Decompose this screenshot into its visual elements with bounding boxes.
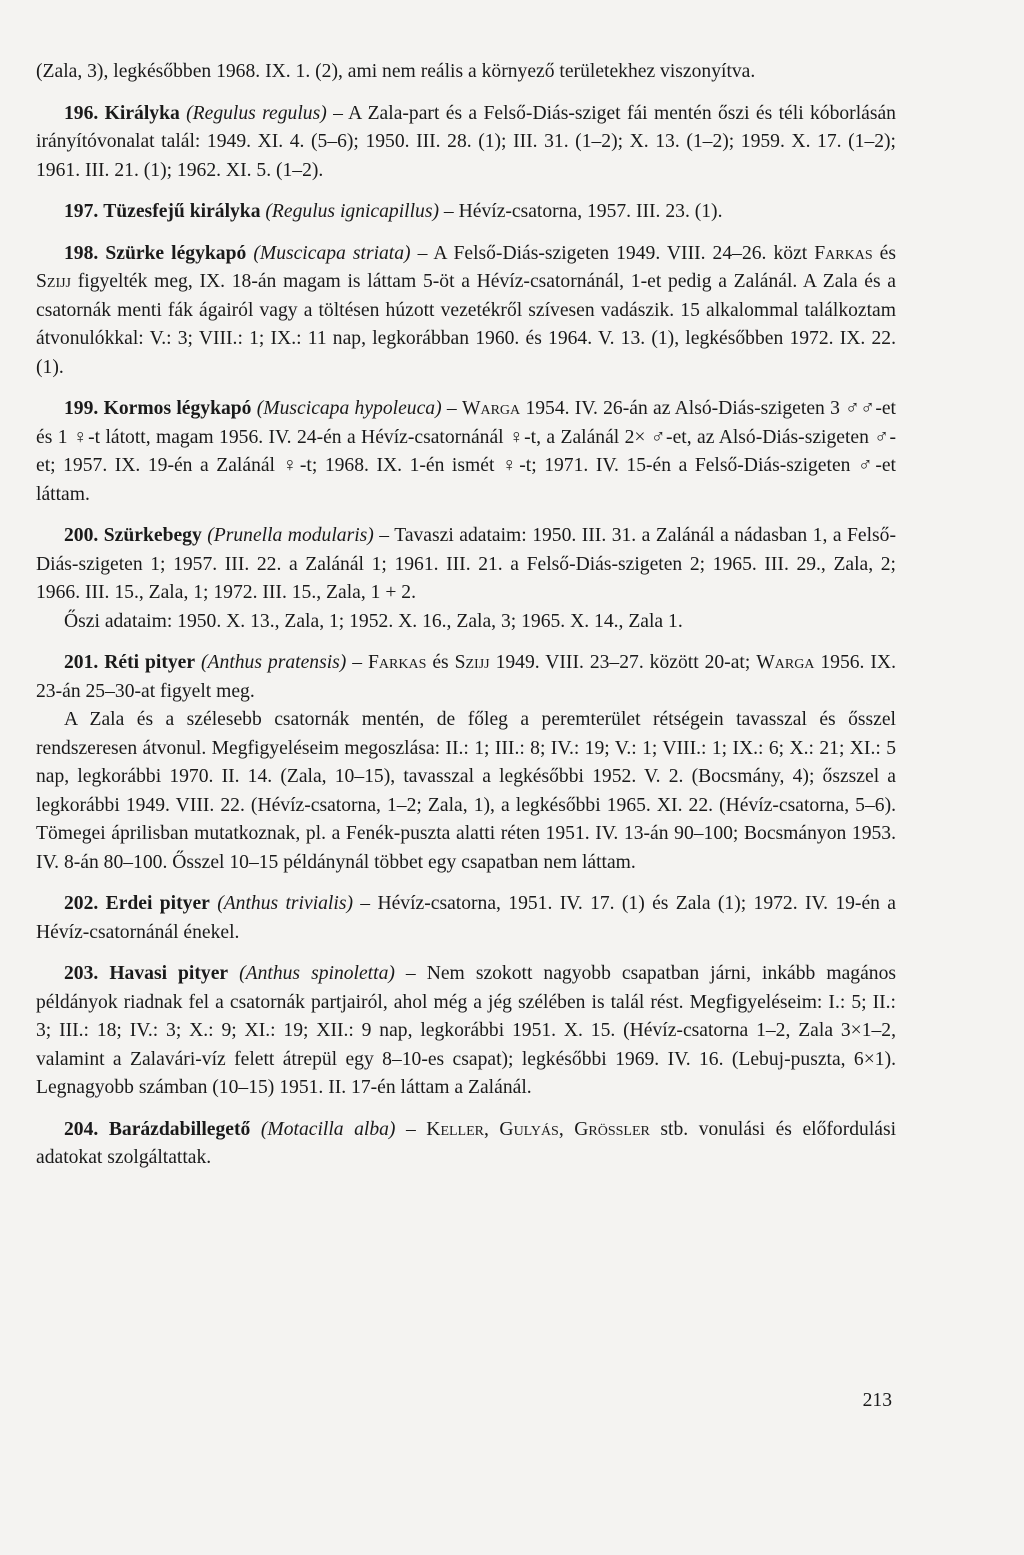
latin-name: (Anthus pratensis) — [201, 652, 347, 673]
latin-name: (Muscicapa striata) — [253, 242, 411, 264]
entry-text: stb. vonulási és előfordulási adatokat szolgáltattak. — [36, 1118, 897, 1168]
species-entry-203 — [36, 960, 896, 1103]
entry-text: – Nem szokott nagyobb csapatban járni, inkább magános példányok riadnak fel a csatornák partjairól, ahol még a jég szélében is talál rést. Megfigyeléseim: I.: 5; II.: 3; III.: 18; IV.: 3; X.: 9; XI.: 19; XII.: 9 nap, legkorábbi 1951. X. 15. (Hévíz-csatorna 1–2, Zala 3×1–2, valamint a Zalavári-víz felett átrepül egy 8–10-es csapat); legkésőbbi 1969. IV. 16. (Lebuj-puszta, 6×1). Legnagyobb számban (10–15) 1951. II. 17-én láttam a Zalánál. — [36, 963, 896, 1098]
species-entry-200 — [36, 522, 896, 608]
species-name: Kormos légykapó — [103, 398, 252, 419]
entry-number: 203. — [64, 963, 99, 984]
latin-name: (Muscicapa hypoleuca) — [256, 398, 442, 419]
species-name: Szürke légykapó — [105, 242, 247, 264]
author-name: Gulyás — [499, 1118, 559, 1140]
entry-text: 1956. IX. 23-án 25–30-at figyelt meg. — [36, 652, 896, 702]
entry-text: figyelték meg, IX. 18-án magam is láttam 5-öt a Hévíz-csatornánál, 1-et pedig a Zalánál. A Zala és a csatornák menti fák ágairól vagy a töltésen húzott vezetékről szívesen vadászik. 15 alkalommal találkoztam átvonulókkal: V.: 3; VIII.: 1; IX.: 11 nap, legkorábban 1960. és 1964. V. 13. (1), legkésőbben 1972. IX. 22. (1). — [36, 271, 896, 378]
species-name: Réti pityer — [104, 652, 196, 673]
author-name: Grössler — [574, 1118, 650, 1140]
species-name: Erdei pityer — [105, 893, 210, 914]
author-name: Keller — [426, 1118, 484, 1140]
entry-number: 204. — [64, 1118, 99, 1140]
author-name: Szijj — [36, 271, 72, 292]
entry-text: és — [872, 242, 896, 264]
author-name: Warga — [461, 398, 521, 419]
species-entry-202 — [36, 890, 896, 947]
entry-text: – A Felső-Diás-szigeten 1949. VIII. 24–26. közt — [410, 242, 815, 264]
entry-number: 200. — [64, 525, 99, 546]
entry-continuation: A Zala és a szélesebb csatornák mentén, de főleg a peremterület rétségein tavasszal és ősszel rendszeresen átvonul. Megfigyeléseim megoszlása: II.: 1; III.: 8; IV.: 19; V.: 1; VIII.: 1; IX.: 6; X.: 21; XI.: 5 nap, legkorábbi 1970. II. 14. (Zala, 10–15), tavasszal a legkésőbbi 1952. V. 2. (Bocsmány, 4); őszszel a legkorábbi 1949. VIII. 22. (Hévíz-csatorna, 1–2; Zala, 1), a legkésőbbi 1965. XI. 22. (Hévíz-csatorna, 5–6). Tömegei áprilisban mutatkoznak, pl. a Fenék-puszta alatti réten 1951. IV. 13-án 90–100; Bocsmányon 1953. IV. 8-án 80–100. Ősszel 10–15 példánynál többet egy csapatban nem láttam. — [36, 709, 896, 873]
page-number: 213 — [862, 1390, 892, 1411]
species-entry-196 — [36, 100, 896, 186]
opening-paragraph: (Zala, 3), legkésőbben 1968. IX. 1. (2), ami nem reális a környező területekhez viszonyítva. — [36, 61, 756, 82]
entry-text: – — [346, 652, 369, 673]
species-name: Tüzesfejű királyka — [103, 201, 261, 222]
entry-text: – Hévíz-csatorna, 1951. IV. 17. (1) és Zala (1); 1972. IV. 19-én a Hévíz-csatornánál énekel. — [36, 893, 896, 943]
author-name: Farkas — [368, 652, 427, 673]
entry-text: 1954. IV. 26-án az Alsó-Diás-szigeten 3 ♂♂-et és 1 ♀-t látott, magam 1956. IV. 24-én a Hévíz-csatornánál ♀-t, a Zalánál 2× ♂-et, az Alsó-Diás-szigeten ♂-et; 1957. IX. 19-én a Zalánál ♀-t; 1968. IX. 1-én ismét ♀-t; 1971. IV. 15-én a Felső-Diás-szigeten ♂-et láttam. — [36, 398, 897, 505]
entry-text: – Tavaszi adataim: 1950. III. 31. a Zalánál a nádasban 1, a Felső-Diás-szigeten 1; 1957. III. 22. a Zalánál 1; 1961. III. 21. a Felső-Diás-szigeten 2; 1965. III. 29., Zala, 2; 1966. III. 15., Zala, 1; 1972. III. 15., Zala, 1 + 2. — [36, 525, 896, 603]
entry-number: 198. — [64, 242, 99, 264]
author-name: Warga — [756, 652, 815, 673]
entry-text: , — [484, 1118, 500, 1140]
species-entry-198 — [36, 240, 896, 383]
species-name: Barázdabillegető — [108, 1118, 251, 1140]
species-entry-199 — [36, 395, 896, 509]
entry-number: 196. — [64, 102, 99, 124]
entry-text: 1949. VIII. 23–27. között 20-at; — [489, 652, 757, 673]
entry-number: 201. — [64, 652, 99, 673]
latin-name: (Regulus regulus) — [186, 102, 327, 124]
entry-number: 197. — [64, 201, 99, 222]
species-name: Szürkebegy — [103, 525, 202, 546]
species-entry-197 — [36, 198, 896, 227]
entry-text: – A Zala-part és a Felső-Diás-sziget fái mentén őszi és téli kóborlásán irányítóvonalat talál: 1949. XI. 4. (5–6); 1950. III. 28. (1); III. 31. (1–2); X. 13. (1–2); 1959. X. 17. (1–2); 1961. III. 21. (1); 1962. XI. 5. (1–2). — [36, 102, 896, 181]
entry-text: – Hévíz-csatorna, 1957. III. 23. (1). — [439, 201, 723, 222]
species-entry-204 — [36, 1116, 896, 1173]
entry-number: 199. — [64, 398, 99, 419]
latin-name: (Prunella modularis) — [207, 525, 374, 546]
entry-text: – — [441, 398, 462, 419]
species-name: Havasi pityer — [109, 963, 229, 984]
author-name: Szijj — [454, 652, 490, 673]
entry-text: és — [426, 652, 455, 673]
author-name: Farkas — [814, 242, 873, 264]
latin-name: (Anthus trivialis) — [217, 893, 353, 914]
entry-text: , — [558, 1118, 575, 1140]
body-text — [36, 58, 896, 1173]
latin-name: (Anthus spinoletta) — [239, 963, 395, 984]
species-name: Királyka — [104, 102, 180, 124]
entry-continuation: Őszi adataim: 1950. X. 13., Zala, 1; 1952. X. 16., Zala, 3; 1965. X. 14., Zala 1. — [64, 610, 683, 632]
entry-text: – — [395, 1118, 427, 1140]
entry-number: 202. — [64, 893, 99, 914]
latin-name: (Regulus ignicapillus) — [265, 201, 440, 222]
species-entry-201 — [36, 649, 896, 706]
latin-name: (Motacilla alba) — [260, 1118, 396, 1140]
